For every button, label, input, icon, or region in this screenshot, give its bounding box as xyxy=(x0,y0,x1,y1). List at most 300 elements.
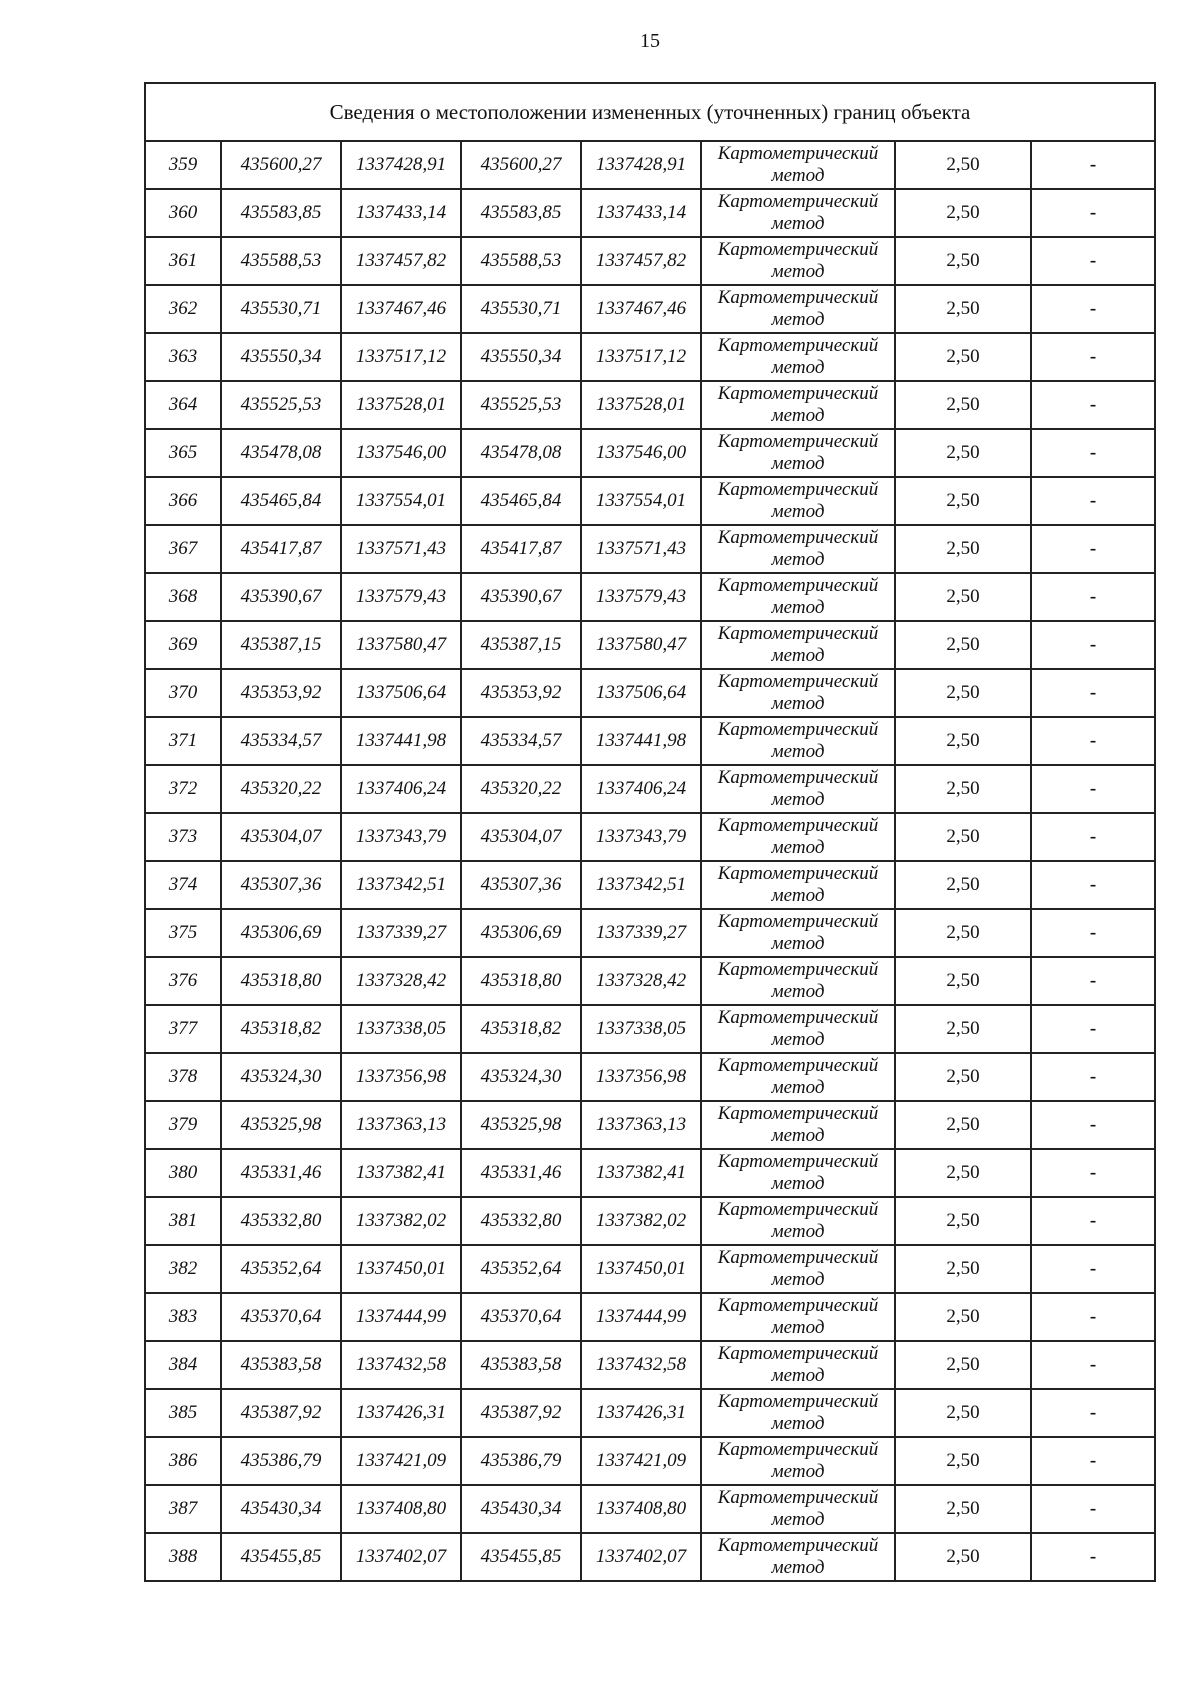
accuracy-cell: 2,50 xyxy=(895,429,1031,477)
method-cell xyxy=(701,381,895,429)
method-line1: Картометрический xyxy=(717,623,879,644)
note-cell: - xyxy=(1031,285,1155,333)
accuracy-cell: 2,50 xyxy=(895,477,1031,525)
method-line2: метод xyxy=(771,1269,825,1290)
method-cell xyxy=(701,1197,895,1245)
x-existing-cell: 435430,34 xyxy=(221,1485,341,1533)
x-existing-cell: 435307,36 xyxy=(221,861,341,909)
x-specified-cell: 435318,82 xyxy=(461,1005,581,1053)
y-specified-cell: 1337467,46 xyxy=(581,285,701,333)
accuracy-cell: 2,50 xyxy=(895,861,1031,909)
y-specified-cell: 1337402,07 xyxy=(581,1533,701,1581)
y-specified-cell: 1337432,58 xyxy=(581,1341,701,1389)
x-existing-cell: 435386,79 xyxy=(221,1437,341,1485)
table-row xyxy=(145,477,1155,525)
method-line2: метод xyxy=(771,693,825,714)
note-cell: - xyxy=(1031,1485,1155,1533)
accuracy-cell: 2,50 xyxy=(895,189,1031,237)
table-row xyxy=(145,1197,1155,1245)
y-specified-cell: 1337382,41 xyxy=(581,1149,701,1197)
x-existing-cell: 435318,82 xyxy=(221,1005,341,1053)
x-specified-cell: 435600,27 xyxy=(461,141,581,189)
x-specified-cell: 435478,08 xyxy=(461,429,581,477)
accuracy-cell: 2,50 xyxy=(895,1341,1031,1389)
y-existing-cell: 1337457,82 xyxy=(341,237,461,285)
x-existing-cell: 435387,15 xyxy=(221,621,341,669)
y-existing-cell: 1337339,27 xyxy=(341,909,461,957)
y-existing-cell: 1337426,31 xyxy=(341,1389,461,1437)
x-existing-cell: 435383,58 xyxy=(221,1341,341,1389)
y-existing-cell: 1337444,99 xyxy=(341,1293,461,1341)
method-line1: Картометрический xyxy=(717,815,879,836)
x-existing-cell: 435583,85 xyxy=(221,189,341,237)
table-row xyxy=(145,909,1155,957)
table-row xyxy=(145,765,1155,813)
x-specified-cell: 435386,79 xyxy=(461,1437,581,1485)
y-specified-cell: 1337506,64 xyxy=(581,669,701,717)
x-existing-cell: 435588,53 xyxy=(221,237,341,285)
note-cell: - xyxy=(1031,573,1155,621)
method-line2: метод xyxy=(771,1077,825,1098)
x-existing-cell: 435324,30 xyxy=(221,1053,341,1101)
table-title: Сведения о местоположении измененных (уточненных) границ объекта xyxy=(145,83,1155,141)
method-cell xyxy=(701,477,895,525)
method-line1: Картометрический xyxy=(717,479,879,500)
table-row xyxy=(145,573,1155,621)
y-specified-cell: 1337579,43 xyxy=(581,573,701,621)
x-existing-cell: 435306,69 xyxy=(221,909,341,957)
y-existing-cell: 1337506,64 xyxy=(341,669,461,717)
note-cell: - xyxy=(1031,1245,1155,1293)
note-cell: - xyxy=(1031,189,1155,237)
point-number-cell: 378 xyxy=(145,1053,221,1101)
y-specified-cell: 1337406,24 xyxy=(581,765,701,813)
note-cell: - xyxy=(1031,909,1155,957)
method-line2: метод xyxy=(771,789,825,810)
x-existing-cell: 435304,07 xyxy=(221,813,341,861)
accuracy-cell: 2,50 xyxy=(895,765,1031,813)
point-number-cell: 373 xyxy=(145,813,221,861)
y-existing-cell: 1337382,41 xyxy=(341,1149,461,1197)
point-number-cell: 365 xyxy=(145,429,221,477)
point-number-cell: 361 xyxy=(145,237,221,285)
y-existing-cell: 1337579,43 xyxy=(341,573,461,621)
x-specified-cell: 435387,15 xyxy=(461,621,581,669)
x-existing-cell: 435334,57 xyxy=(221,717,341,765)
note-cell: - xyxy=(1031,333,1155,381)
accuracy-cell: 2,50 xyxy=(895,1245,1031,1293)
x-specified-cell: 435306,69 xyxy=(461,909,581,957)
x-specified-cell: 435325,98 xyxy=(461,1101,581,1149)
method-line1: Картометрический xyxy=(717,959,879,980)
method-cell xyxy=(701,813,895,861)
y-specified-cell: 1337441,98 xyxy=(581,717,701,765)
method-line1: Картометрический xyxy=(717,1535,879,1556)
y-existing-cell: 1337467,46 xyxy=(341,285,461,333)
method-line1: Картометрический xyxy=(717,431,879,452)
accuracy-cell: 2,50 xyxy=(895,573,1031,621)
x-existing-cell: 435320,22 xyxy=(221,765,341,813)
x-specified-cell: 435390,67 xyxy=(461,573,581,621)
table-row xyxy=(145,1005,1155,1053)
note-cell: - xyxy=(1031,1293,1155,1341)
y-specified-cell: 1337571,43 xyxy=(581,525,701,573)
y-existing-cell: 1337554,01 xyxy=(341,477,461,525)
method-cell xyxy=(701,1005,895,1053)
method-line1: Картометрический xyxy=(717,191,879,212)
point-number-cell: 388 xyxy=(145,1533,221,1581)
method-line2: метод xyxy=(771,213,825,234)
x-existing-cell: 435387,92 xyxy=(221,1389,341,1437)
method-cell xyxy=(701,333,895,381)
method-line1: Картометрический xyxy=(717,863,879,884)
table-row xyxy=(145,1485,1155,1533)
method-cell xyxy=(701,1149,895,1197)
method-line2: метод xyxy=(771,1365,825,1386)
method-line1: Картометрический xyxy=(717,1199,879,1220)
method-line2: метод xyxy=(771,261,825,282)
x-specified-cell: 435332,80 xyxy=(461,1197,581,1245)
accuracy-cell: 2,50 xyxy=(895,1389,1031,1437)
y-specified-cell: 1337554,01 xyxy=(581,477,701,525)
note-cell: - xyxy=(1031,381,1155,429)
x-existing-cell: 435331,46 xyxy=(221,1149,341,1197)
table-row xyxy=(145,1053,1155,1101)
method-line2: метод xyxy=(771,501,825,522)
y-specified-cell: 1337421,09 xyxy=(581,1437,701,1485)
method-line2: метод xyxy=(771,1125,825,1146)
method-line2: метод xyxy=(771,1317,825,1338)
method-line1: Картометрический xyxy=(717,1439,879,1460)
method-line2: метод xyxy=(771,1509,825,1530)
method-cell xyxy=(701,285,895,333)
page-number: 15 xyxy=(640,30,660,52)
method-line1: Картометрический xyxy=(717,287,879,308)
y-specified-cell: 1337356,98 xyxy=(581,1053,701,1101)
x-existing-cell: 435530,71 xyxy=(221,285,341,333)
x-specified-cell: 435334,57 xyxy=(461,717,581,765)
boundary-coordinates-table xyxy=(144,82,1156,1582)
method-line1: Картометрический xyxy=(717,335,879,356)
accuracy-cell: 2,50 xyxy=(895,381,1031,429)
y-existing-cell: 1337580,47 xyxy=(341,621,461,669)
y-specified-cell: 1337450,01 xyxy=(581,1245,701,1293)
y-existing-cell: 1337382,02 xyxy=(341,1197,461,1245)
accuracy-cell: 2,50 xyxy=(895,909,1031,957)
accuracy-cell: 2,50 xyxy=(895,1053,1031,1101)
note-cell: - xyxy=(1031,669,1155,717)
method-line1: Картометрический xyxy=(717,383,879,404)
note-cell: - xyxy=(1031,1149,1155,1197)
table-title-row xyxy=(145,83,1155,141)
x-specified-cell: 435324,30 xyxy=(461,1053,581,1101)
point-number-cell: 376 xyxy=(145,957,221,1005)
y-specified-cell: 1337338,05 xyxy=(581,1005,701,1053)
table-row xyxy=(145,861,1155,909)
note-cell: - xyxy=(1031,1101,1155,1149)
method-cell xyxy=(701,1389,895,1437)
y-specified-cell: 1337342,51 xyxy=(581,861,701,909)
x-specified-cell: 435307,36 xyxy=(461,861,581,909)
y-specified-cell: 1337382,02 xyxy=(581,1197,701,1245)
y-existing-cell: 1337328,42 xyxy=(341,957,461,1005)
point-number-cell: 372 xyxy=(145,765,221,813)
note-cell: - xyxy=(1031,1389,1155,1437)
method-line1: Картометрический xyxy=(717,1151,879,1172)
accuracy-cell: 2,50 xyxy=(895,1485,1031,1533)
y-existing-cell: 1337450,01 xyxy=(341,1245,461,1293)
method-line2: метод xyxy=(771,981,825,1002)
method-cell xyxy=(701,1341,895,1389)
y-existing-cell: 1337528,01 xyxy=(341,381,461,429)
x-existing-cell: 435525,53 xyxy=(221,381,341,429)
point-number-cell: 367 xyxy=(145,525,221,573)
x-specified-cell: 435417,87 xyxy=(461,525,581,573)
x-specified-cell: 435550,34 xyxy=(461,333,581,381)
y-specified-cell: 1337339,27 xyxy=(581,909,701,957)
accuracy-cell: 2,50 xyxy=(895,1533,1031,1581)
method-line2: метод xyxy=(771,453,825,474)
y-specified-cell: 1337580,47 xyxy=(581,621,701,669)
note-cell: - xyxy=(1031,1053,1155,1101)
x-specified-cell: 435320,22 xyxy=(461,765,581,813)
point-number-cell: 385 xyxy=(145,1389,221,1437)
table-row xyxy=(145,1245,1155,1293)
method-cell xyxy=(701,1533,895,1581)
y-existing-cell: 1337356,98 xyxy=(341,1053,461,1101)
accuracy-cell: 2,50 xyxy=(895,621,1031,669)
method-line1: Картометрический xyxy=(717,1055,879,1076)
table-row xyxy=(145,189,1155,237)
x-specified-cell: 435530,71 xyxy=(461,285,581,333)
method-cell xyxy=(701,1437,895,1485)
method-line2: метод xyxy=(771,1221,825,1242)
accuracy-cell: 2,50 xyxy=(895,1101,1031,1149)
method-cell xyxy=(701,1101,895,1149)
y-existing-cell: 1337338,05 xyxy=(341,1005,461,1053)
x-specified-cell: 435387,92 xyxy=(461,1389,581,1437)
y-existing-cell: 1337433,14 xyxy=(341,189,461,237)
accuracy-cell: 2,50 xyxy=(895,1149,1031,1197)
table-row xyxy=(145,1437,1155,1485)
table-row xyxy=(145,1341,1155,1389)
x-specified-cell: 435331,46 xyxy=(461,1149,581,1197)
x-existing-cell: 435390,67 xyxy=(221,573,341,621)
method-line1: Картометрический xyxy=(717,527,879,548)
y-specified-cell: 1337343,79 xyxy=(581,813,701,861)
y-specified-cell: 1337444,99 xyxy=(581,1293,701,1341)
method-line2: метод xyxy=(771,309,825,330)
table-row xyxy=(145,141,1155,189)
point-number-cell: 387 xyxy=(145,1485,221,1533)
note-cell: - xyxy=(1031,525,1155,573)
accuracy-cell: 2,50 xyxy=(895,813,1031,861)
method-line2: метод xyxy=(771,1413,825,1434)
y-specified-cell: 1337457,82 xyxy=(581,237,701,285)
table-row xyxy=(145,237,1155,285)
method-line1: Картометрический xyxy=(717,1295,879,1316)
x-specified-cell: 435525,53 xyxy=(461,381,581,429)
x-specified-cell: 435370,64 xyxy=(461,1293,581,1341)
method-cell xyxy=(701,765,895,813)
method-line1: Картометрический xyxy=(717,767,879,788)
x-existing-cell: 435550,34 xyxy=(221,333,341,381)
method-cell xyxy=(701,573,895,621)
note-cell: - xyxy=(1031,1533,1155,1581)
point-number-cell: 382 xyxy=(145,1245,221,1293)
method-cell xyxy=(701,861,895,909)
point-number-cell: 370 xyxy=(145,669,221,717)
point-number-cell: 383 xyxy=(145,1293,221,1341)
note-cell: - xyxy=(1031,1437,1155,1485)
x-existing-cell: 435332,80 xyxy=(221,1197,341,1245)
method-line2: метод xyxy=(771,165,825,186)
point-number-cell: 374 xyxy=(145,861,221,909)
note-cell: - xyxy=(1031,717,1155,765)
x-existing-cell: 435478,08 xyxy=(221,429,341,477)
accuracy-cell: 2,50 xyxy=(895,237,1031,285)
note-cell: - xyxy=(1031,1005,1155,1053)
note-cell: - xyxy=(1031,237,1155,285)
accuracy-cell: 2,50 xyxy=(895,285,1031,333)
x-specified-cell: 435583,85 xyxy=(461,189,581,237)
method-line2: метод xyxy=(771,837,825,858)
method-line2: метод xyxy=(771,597,825,618)
method-line1: Картометрический xyxy=(717,1103,879,1124)
table-row xyxy=(145,621,1155,669)
accuracy-cell: 2,50 xyxy=(895,957,1031,1005)
y-existing-cell: 1337342,51 xyxy=(341,861,461,909)
method-line2: метод xyxy=(771,1029,825,1050)
accuracy-cell: 2,50 xyxy=(895,717,1031,765)
x-existing-cell: 435353,92 xyxy=(221,669,341,717)
table-row xyxy=(145,669,1155,717)
y-existing-cell: 1337571,43 xyxy=(341,525,461,573)
y-existing-cell: 1337363,13 xyxy=(341,1101,461,1149)
method-cell xyxy=(701,1245,895,1293)
y-specified-cell: 1337528,01 xyxy=(581,381,701,429)
table-row xyxy=(145,525,1155,573)
accuracy-cell: 2,50 xyxy=(895,1197,1031,1245)
method-line1: Картометрический xyxy=(717,1343,879,1364)
method-cell xyxy=(701,957,895,1005)
y-existing-cell: 1337428,91 xyxy=(341,141,461,189)
method-line2: метод xyxy=(771,885,825,906)
point-number-cell: 380 xyxy=(145,1149,221,1197)
method-cell xyxy=(701,1485,895,1533)
y-specified-cell: 1337328,42 xyxy=(581,957,701,1005)
accuracy-cell: 2,50 xyxy=(895,1293,1031,1341)
accuracy-cell: 2,50 xyxy=(895,1437,1031,1485)
y-specified-cell: 1337426,31 xyxy=(581,1389,701,1437)
note-cell: - xyxy=(1031,477,1155,525)
point-number-cell: 364 xyxy=(145,381,221,429)
x-existing-cell: 435325,98 xyxy=(221,1101,341,1149)
note-cell: - xyxy=(1031,621,1155,669)
x-existing-cell: 435352,64 xyxy=(221,1245,341,1293)
y-specified-cell: 1337433,14 xyxy=(581,189,701,237)
table-row xyxy=(145,957,1155,1005)
note-cell: - xyxy=(1031,861,1155,909)
method-cell xyxy=(701,429,895,477)
y-existing-cell: 1337517,12 xyxy=(341,333,461,381)
method-line2: метод xyxy=(771,1173,825,1194)
y-existing-cell: 1337408,80 xyxy=(341,1485,461,1533)
x-existing-cell: 435318,80 xyxy=(221,957,341,1005)
y-existing-cell: 1337343,79 xyxy=(341,813,461,861)
table-row xyxy=(145,1293,1155,1341)
accuracy-cell: 2,50 xyxy=(895,1005,1031,1053)
method-line1: Картометрический xyxy=(717,719,879,740)
method-line1: Картометрический xyxy=(717,239,879,260)
table-row xyxy=(145,813,1155,861)
y-existing-cell: 1337546,00 xyxy=(341,429,461,477)
method-line1: Картометрический xyxy=(717,911,879,932)
table-row xyxy=(145,429,1155,477)
point-number-cell: 359 xyxy=(145,141,221,189)
note-cell: - xyxy=(1031,1341,1155,1389)
table-row xyxy=(145,333,1155,381)
method-cell xyxy=(701,669,895,717)
method-line2: метод xyxy=(771,405,825,426)
x-specified-cell: 435353,92 xyxy=(461,669,581,717)
y-existing-cell: 1337441,98 xyxy=(341,717,461,765)
x-existing-cell: 435455,85 xyxy=(221,1533,341,1581)
point-number-cell: 363 xyxy=(145,333,221,381)
y-existing-cell: 1337406,24 xyxy=(341,765,461,813)
point-number-cell: 386 xyxy=(145,1437,221,1485)
note-cell: - xyxy=(1031,957,1155,1005)
table-row xyxy=(145,1389,1155,1437)
point-number-cell: 369 xyxy=(145,621,221,669)
method-line1: Картометрический xyxy=(717,1247,879,1268)
accuracy-cell: 2,50 xyxy=(895,525,1031,573)
x-specified-cell: 435352,64 xyxy=(461,1245,581,1293)
x-specified-cell: 435430,34 xyxy=(461,1485,581,1533)
point-number-cell: 362 xyxy=(145,285,221,333)
method-cell xyxy=(701,1293,895,1341)
method-line2: метод xyxy=(771,645,825,666)
method-line1: Картометрический xyxy=(717,143,879,164)
y-specified-cell: 1337546,00 xyxy=(581,429,701,477)
method-cell xyxy=(701,525,895,573)
point-number-cell: 384 xyxy=(145,1341,221,1389)
x-existing-cell: 435600,27 xyxy=(221,141,341,189)
point-number-cell: 366 xyxy=(145,477,221,525)
x-specified-cell: 435383,58 xyxy=(461,1341,581,1389)
table-row xyxy=(145,1533,1155,1581)
note-cell: - xyxy=(1031,765,1155,813)
x-specified-cell: 435304,07 xyxy=(461,813,581,861)
x-specified-cell: 435318,80 xyxy=(461,957,581,1005)
x-existing-cell: 435465,84 xyxy=(221,477,341,525)
method-line2: метод xyxy=(771,741,825,762)
y-specified-cell: 1337517,12 xyxy=(581,333,701,381)
note-cell: - xyxy=(1031,813,1155,861)
x-existing-cell: 435370,64 xyxy=(221,1293,341,1341)
table-row xyxy=(145,717,1155,765)
note-cell: - xyxy=(1031,1197,1155,1245)
x-specified-cell: 435455,85 xyxy=(461,1533,581,1581)
y-specified-cell: 1337428,91 xyxy=(581,141,701,189)
note-cell: - xyxy=(1031,141,1155,189)
method-cell xyxy=(701,141,895,189)
y-specified-cell: 1337408,80 xyxy=(581,1485,701,1533)
method-line1: Картометрический xyxy=(717,1007,879,1028)
accuracy-cell: 2,50 xyxy=(895,333,1031,381)
y-existing-cell: 1337432,58 xyxy=(341,1341,461,1389)
method-line2: метод xyxy=(771,1461,825,1482)
